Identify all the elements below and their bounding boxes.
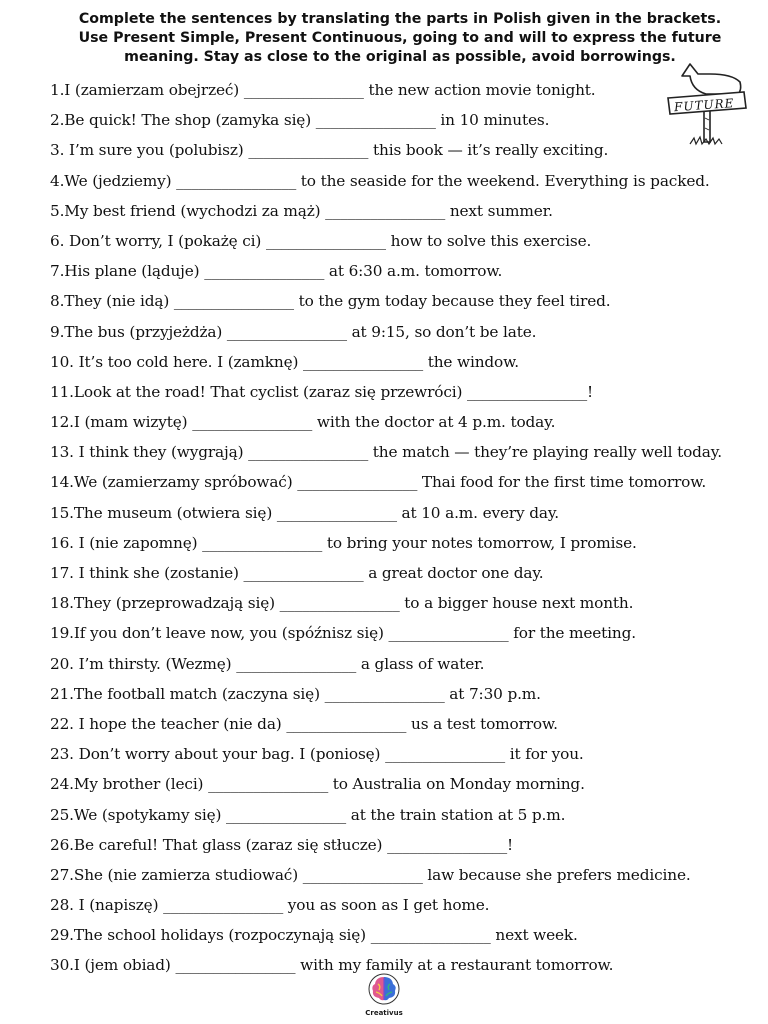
exercise-item: 25.We (spotykamy się) ________________ at the train station at 5 p.m.: [50, 805, 566, 824]
exercise-item: 16. I (nie zapomnę) ________________ to bring your notes tomorrow, I promise.: [50, 533, 637, 552]
exercise-item: 8.They (nie idą) ________________ to the gym today because they feel tired.: [50, 292, 611, 311]
exercise-item: 10. It’s too cold here. I (zamknę) ________________ the window.: [50, 352, 519, 371]
exercise-item: 22. I hope the teacher (nie da) ________________ us a test tomorrow.: [50, 714, 558, 733]
exercise-item: 15.The museum (otwiera się) ________________ at 10 a.m. every day.: [50, 503, 560, 522]
exercise-item: 29.The school holidays (rozpoczynają się) ________________ next week.: [50, 926, 578, 945]
exercise-item: 5.My best friend (wychodzi za mąż) ________________ next summer.: [50, 201, 553, 220]
exercise-item: 28. I (napiszę) ________________ you as soon as I get home.: [50, 896, 490, 915]
instructions-line-1: Complete the sentences by translating the parts in Polish given in the brackets.: [78, 11, 722, 27]
exercise-item: 11.Look at the road! That cyclist (zaraz się przewróci) ________________!: [50, 382, 593, 401]
exercise-item: 12.I (mam wizytę) ________________ with the doctor at 4 p.m. today.: [50, 413, 556, 432]
instructions-line-3: meaning. Stay as close to the original as possible, avoid borrowings.: [124, 49, 676, 65]
exercise-item: 21.The football match (zaczyna się) ________________ at 7:30 p.m.: [50, 684, 541, 703]
exercise-item: 30.I (jem obiad) ________________ with my family at a restaurant tomorrow.: [50, 956, 614, 975]
logo-text: Creativus: [365, 1009, 403, 1017]
creativus-logo: [354, 972, 414, 1022]
exercise-item: 23. Don’t worry about your bag. I (poniosę) ________________ it for you.: [50, 745, 584, 764]
exercise-item: 14.We (zamierzamy spróbować) ________________ Thai food for the first time tomorrow.: [50, 473, 707, 492]
exercise-item: 24.My brother (leci) ________________ to Australia on Monday morning.: [50, 775, 585, 794]
exercise-item: 13. I think they (wygrają) ________________ the match — they’re playing really well today.: [50, 443, 722, 462]
exercise-item: 1.I (zamierzam obejrzeć) ________________ the new action movie tonight.: [50, 81, 596, 99]
brain-logo-icon: [366, 972, 402, 1006]
exercise-item: 17. I think she (zostanie) ________________ a great doctor one day.: [50, 564, 544, 582]
exercise-item: 18.They (przeprowadzają się) ________________ to a bigger house next month.: [50, 594, 634, 613]
exercise-item: 9.The bus (przyjeżdża) ________________ at 9:15, so don’t be late.: [50, 322, 537, 341]
exercise-list: [50, 75, 750, 981]
exercise-item: 26.Be careful! That glass (zaraz się stłucze) ________________!: [50, 835, 514, 854]
instructions: [70, 10, 730, 67]
exercise-item: 7.His plane (ląduje) ________________ at 6:30 a.m. tomorrow.: [50, 262, 503, 281]
exercise-item: 3. I’m sure you (polubisz) ________________ this book — it’s really exciting.: [50, 141, 609, 160]
exercise-item: 27.She (nie zamierza studiować) ________________ law because she prefers medicine.: [50, 865, 691, 884]
exercise-item: 20. I’m thirsty. (Wezmę) ________________ a glass of water.: [50, 654, 485, 673]
exercise-item: 2.Be quick! The shop (zamyka się) ________________ in 10 minutes.: [50, 111, 550, 130]
instructions-line-2: Use Present Simple, Present Continuous, going to and will to express the future: [78, 30, 722, 46]
future-sign-text: FUTURE: [673, 96, 735, 115]
exercise-item: 19.If you don’t leave now, you (spóźnisz się) ________________ for the meeting.: [50, 624, 636, 643]
exercise-item: 6. Don’t worry, I (pokażę ci) ________________ how to solve this exercise.: [50, 231, 592, 250]
exercise-item: 4.We (jedziemy) ________________ to the seaside for the weekend. Everything is packed.: [50, 171, 710, 190]
